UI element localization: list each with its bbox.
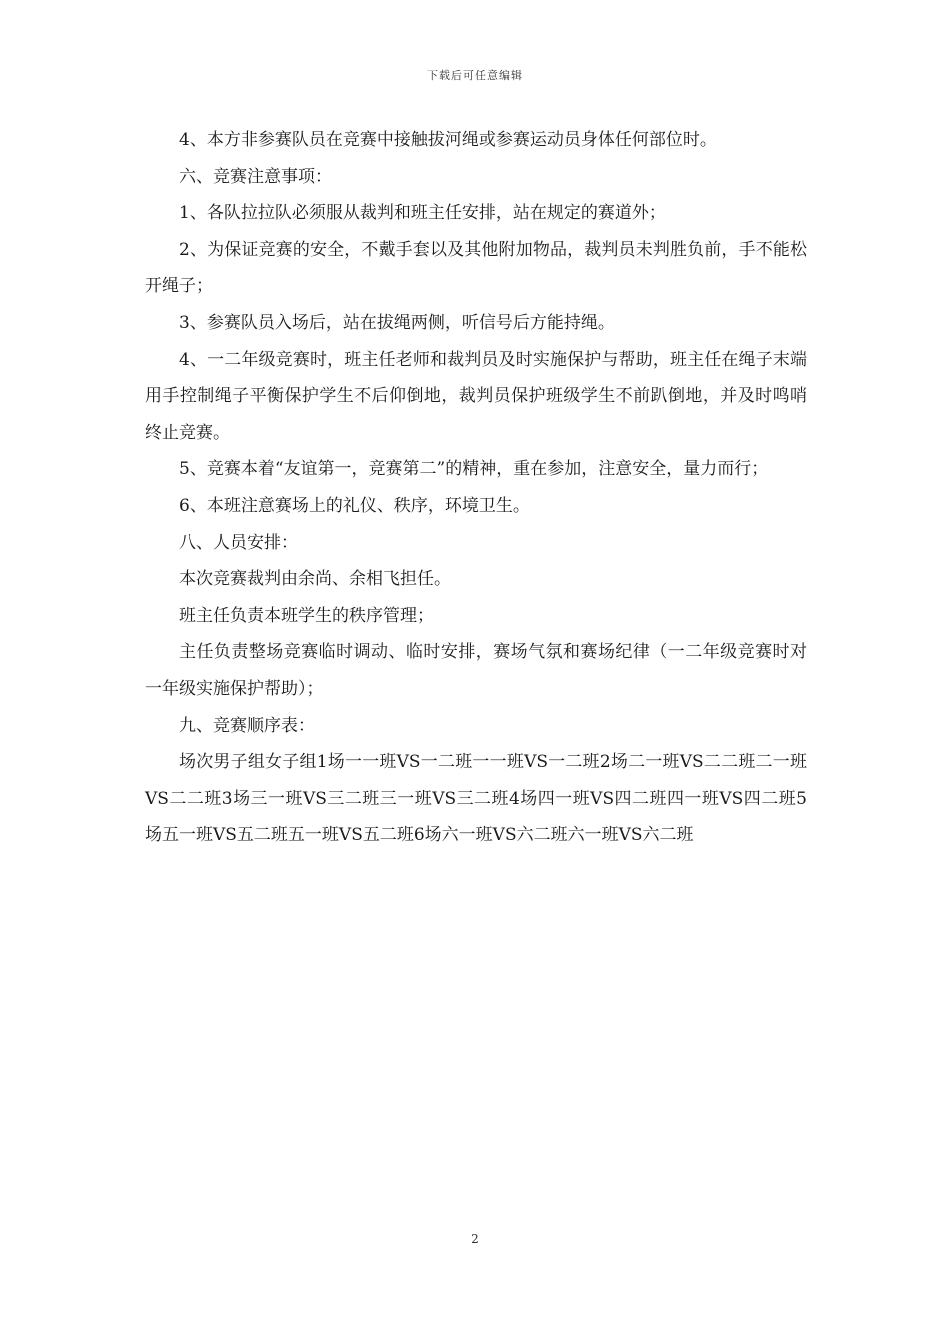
- paragraph-rule-4: 4、本方非参赛队员在竞赛中接触拔河绳或参赛运动员身体任何部位时。: [179, 130, 717, 150]
- section-heading-staff: 八、人员安排：: [179, 532, 298, 553]
- paragraph-note-3: 3、参赛队员入场后，站在拔绳两侧，听信号后方能持绳。: [179, 312, 615, 333]
- paragraph-staff-class-teachers: 班主任负责本班学生的秩序管理；: [179, 605, 434, 626]
- page-header: 下载后可任意编辑: [427, 69, 523, 82]
- paragraph-note-4: 4、一二年级竞赛时，班主任老师和裁判员及时实施保护与帮助，班主任在绳子末端用手控制绳子平衡保护学生不后仰倒地，裁判员保护班级学生不前趴倒地，并及时鸣哨终止竞赛。: [145, 349, 807, 443]
- paragraph-note-2: 2、为保证竞赛的安全，不戴手套以及其他附加物品，裁判员未判胜负前，手不能松开绳子；: [145, 239, 807, 297]
- paragraph-note-1: 1、各队拉拉队必须服从裁判和班主任安排，站在规定的赛道外；: [179, 203, 666, 224]
- paragraph-note-6: 6、本班注意赛场上的礼仪、秩序，环境卫生。: [179, 495, 530, 516]
- page-number: 2: [471, 1232, 479, 1246]
- paragraph-staff-director: 主任负责整场竞赛临时调动、临时安排，赛场气氛和赛场纪律（一二年级竞赛时对一年级实施保护帮助）；: [145, 642, 807, 699]
- document-body: [145, 122, 807, 854]
- section-heading-notes: 六、竞赛注意事项：: [179, 166, 332, 187]
- paragraph-staff-referees: 本次竞赛裁判由余尚、余相飞担任。: [179, 569, 451, 590]
- section-heading-schedule: 九、竞赛顺序表：: [179, 715, 315, 736]
- paragraph-schedule: 场次男子组女子组1场一一班VS一二班一一班VS一二班2场二一班VS二二班二一班VS二二班3场三一班VS三二班三一班VS三二班4场四一班VS四二班四一班VS四二班5场五一班VS五二班五一班VS五二班6场六一班VS六二班六一班VS六二班: [145, 752, 807, 846]
- paragraph-note-5: 5、竞赛本着“友谊第一，竞赛第二”的精神，重在参加，注意安全，量力而行；: [179, 459, 769, 480]
